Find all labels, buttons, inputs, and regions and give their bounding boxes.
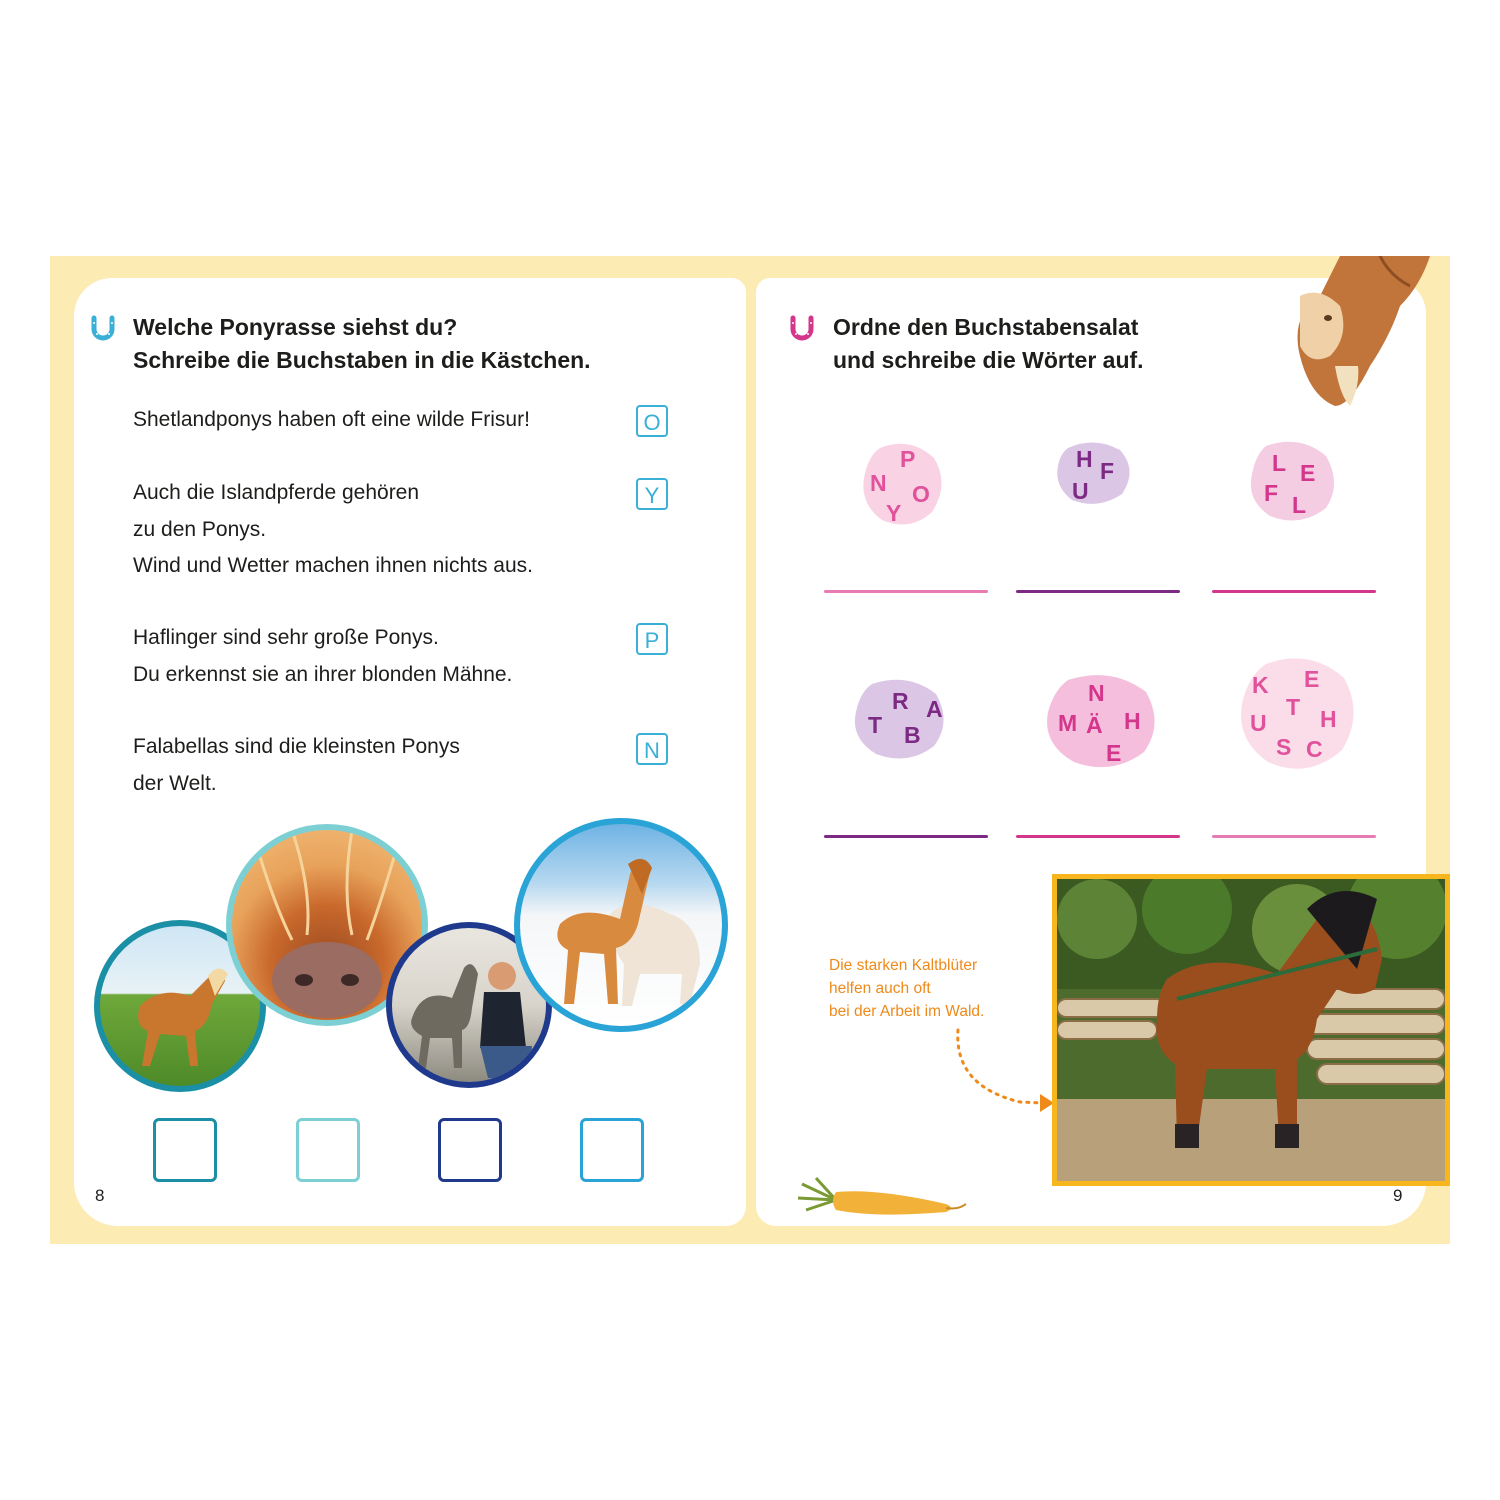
left-heading-line2: Schreibe die Buchstaben in die Kästchen. <box>133 347 591 373</box>
answer-box[interactable] <box>153 1118 217 1182</box>
scramble-letter: Ä <box>1086 712 1103 738</box>
caption-line: bei der Arbeit im Wald. <box>829 1003 985 1020</box>
right-task-heading <box>833 311 1144 377</box>
scramble-letter: U <box>1072 478 1089 504</box>
caption-line: Die starken Kaltblüter <box>829 957 978 974</box>
letter-box-n: N <box>636 733 668 765</box>
caption-line: helfen auch oft <box>829 980 931 997</box>
answer-line[interactable] <box>824 590 988 593</box>
shetland-text <box>133 402 530 439</box>
draft-horse-logging-photo <box>1052 874 1450 1186</box>
answer-line[interactable] <box>1212 590 1376 593</box>
scramble-letter: N <box>870 470 887 496</box>
falabella-text <box>133 729 460 802</box>
scramble-letter: F <box>1100 458 1115 484</box>
scramble-letter: K <box>1252 672 1269 698</box>
answer-line[interactable] <box>1212 835 1376 838</box>
scramble-letter: L <box>1292 492 1307 518</box>
horseshoe-icon <box>88 314 118 344</box>
text-line: Haflinger sind sehr große Ponys. <box>133 626 439 649</box>
answer-box[interactable] <box>438 1118 502 1182</box>
letter-box-p: P <box>636 623 668 655</box>
horseshoe-icon <box>787 314 817 344</box>
scramble-letter: E <box>1300 460 1316 486</box>
carrot-illustration <box>796 1174 972 1224</box>
scramble-letter: R <box>892 688 909 714</box>
text-line: Auch die Islandpferde gehören <box>133 481 420 504</box>
letter-box-y: Y <box>636 478 668 510</box>
scramble-letter: H <box>1076 446 1093 472</box>
answer-box[interactable] <box>580 1118 644 1182</box>
text-line: Wind und Wetter machen ihnen nichts aus. <box>133 554 533 577</box>
scramble-letter: T <box>1286 694 1301 720</box>
letter-box-o: O <box>636 405 668 437</box>
scramble-letter: L <box>1272 450 1287 476</box>
scramble-letter: S <box>1276 734 1292 760</box>
right-heading-line1: Ordne den Buchstabensalat <box>833 314 1139 340</box>
text-line: Falabellas sind die kleinsten Ponys <box>133 735 460 758</box>
answer-line[interactable] <box>1016 590 1180 593</box>
answer-box[interactable] <box>296 1118 360 1182</box>
islandpferde-text <box>133 475 533 585</box>
photo-caption <box>829 954 984 1023</box>
scramble-letter: Y <box>886 500 902 526</box>
answer-line[interactable] <box>1016 835 1180 838</box>
text-line: Du erkennst sie an ihrer blonden Mähne. <box>133 662 513 686</box>
scramble-blob <box>1054 440 1134 508</box>
text-line: der Welt. <box>133 771 217 795</box>
scramble-letter: U <box>1250 710 1267 736</box>
page-number-left: 8 <box>95 1186 105 1205</box>
scramble-letter: H <box>1124 708 1141 734</box>
scramble-letter: M <box>1058 710 1078 736</box>
right-heading-line2: und schreibe die Wörter auf. <box>833 347 1144 373</box>
scramble-letter: P <box>900 446 916 472</box>
scramble-letter: B <box>904 722 921 748</box>
left-task-heading <box>133 311 591 377</box>
scramble-letter: T <box>868 712 883 738</box>
pony-illustration <box>1280 256 1450 414</box>
text-line: Shetlandponys haben oft eine wilde Frisur! <box>133 408 530 431</box>
answer-line[interactable] <box>824 835 988 838</box>
icelandic-horse-photo <box>514 818 728 1032</box>
scramble-letter: C <box>1306 736 1323 762</box>
dotted-arrow-icon <box>950 1026 1056 1116</box>
scramble-letter: E <box>1304 666 1320 692</box>
scramble-letter: F <box>1264 480 1279 506</box>
scramble-letter: N <box>1088 680 1105 706</box>
text-line: zu den Ponys. <box>133 517 267 541</box>
scramble-letter: O <box>912 481 930 507</box>
haflinger-text <box>133 620 512 693</box>
left-heading-line1: Welche Ponyrasse siehst du? <box>133 314 458 340</box>
scramble-letter: H <box>1320 706 1337 732</box>
scramble-letter: A <box>926 696 943 722</box>
scramble-letter: E <box>1106 740 1122 766</box>
page-number-right: 9 <box>1393 1186 1403 1205</box>
